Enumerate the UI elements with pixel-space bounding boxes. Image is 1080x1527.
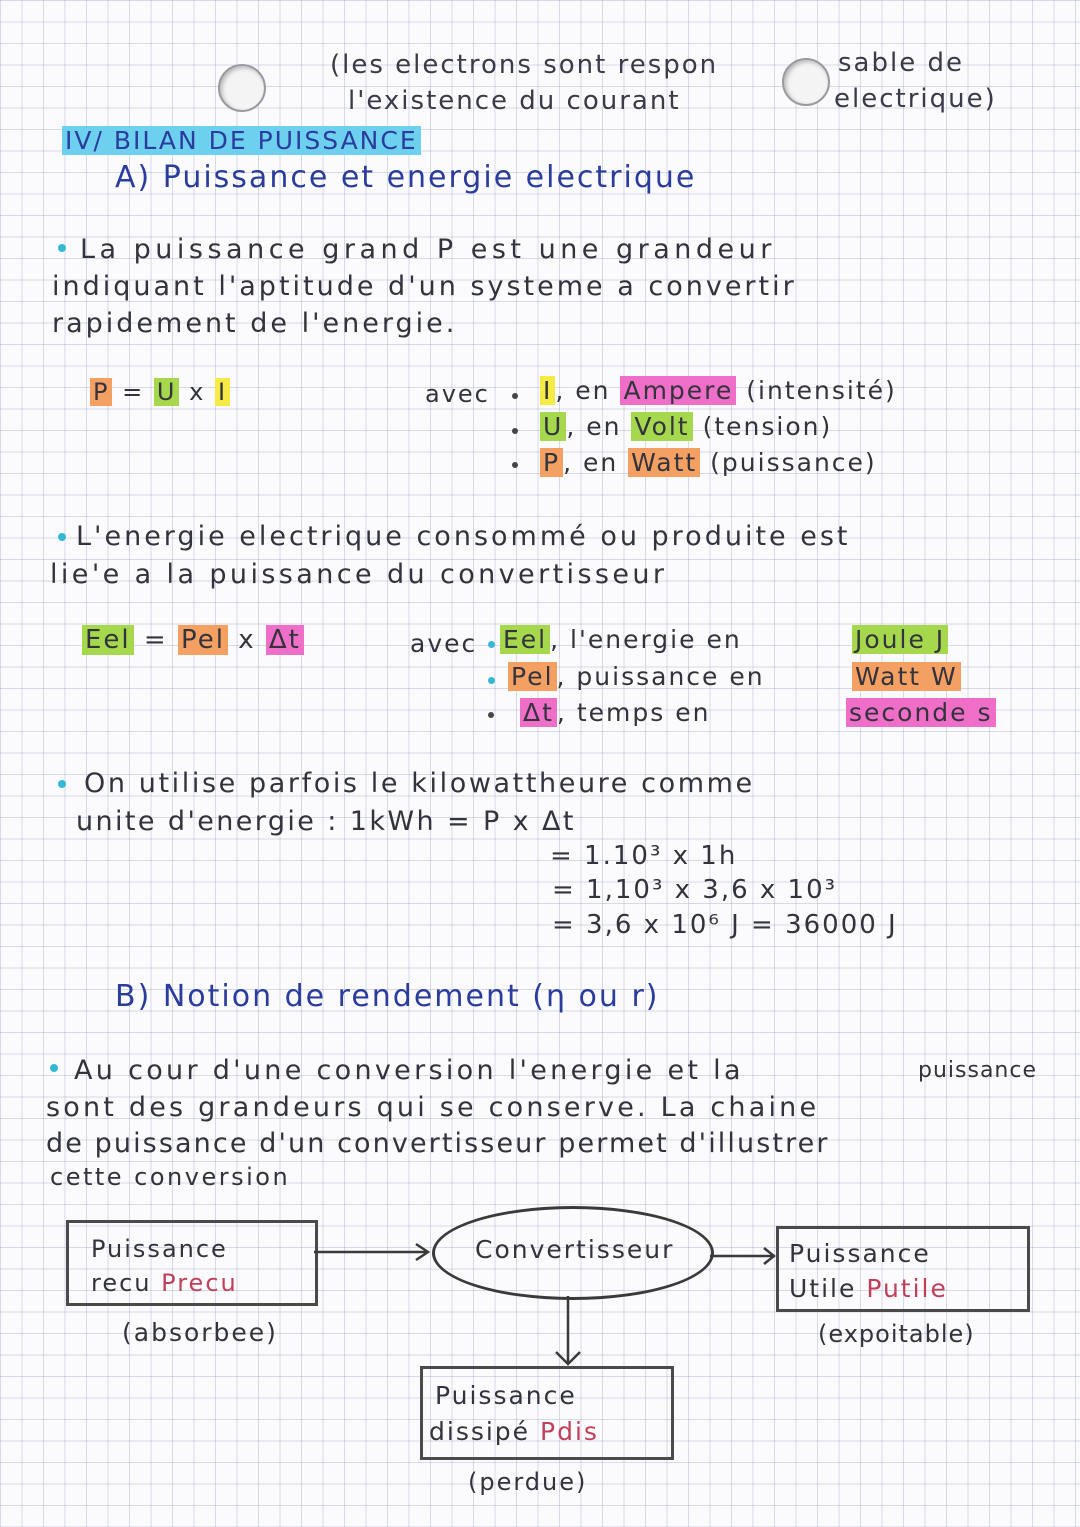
note-line2-a: l'existence du courant: [348, 86, 681, 116]
formula-p: P: [90, 378, 112, 406]
def-eel-unit: Joule J: [852, 625, 948, 654]
received-symbol: Precu: [161, 1269, 238, 1297]
dissipated-label1: Puissance: [435, 1381, 577, 1410]
useful-symbol: Putile: [866, 1274, 948, 1303]
note-line2-b: electrique): [834, 84, 997, 114]
dissipated-symbol: Pdis: [540, 1417, 599, 1446]
note-line1-a: (les electrons sont respon: [330, 50, 719, 80]
def-p-sym: P: [540, 448, 563, 477]
avec-label-1: avec: [425, 380, 490, 408]
formula-eq: =: [122, 378, 145, 406]
dissipated-note: (perdue): [468, 1468, 588, 1496]
def-energy: Eel , l'energie en: [500, 627, 742, 652]
kwh-line2: unite d'energie : 1kWh = P x Δt: [76, 806, 576, 837]
formula-times: x: [189, 378, 206, 406]
energy-text-line2: lie'e a la puissance du convertisseur: [50, 559, 668, 590]
def-i-sym: I: [540, 376, 555, 405]
def-u-sym: U: [540, 412, 566, 441]
conversion-line1-b: puissance: [918, 1058, 1037, 1083]
def-power2: Pel , puissance en: [508, 664, 765, 689]
def-time: Δt , temps en: [520, 700, 710, 725]
useful-label2: Utile: [789, 1274, 857, 1303]
def-i-en: en: [575, 376, 611, 405]
def-eel-text: l'energie en: [570, 625, 742, 654]
received-note: (absorbee): [122, 1318, 278, 1347]
def-intensity: I , en Ampere (intensité): [540, 378, 897, 403]
kwh-step2: = 1,10³ x 3,6 x 10³: [552, 875, 838, 905]
power-text-line2: indiquant l'aptitude d'un systeme a convertir: [52, 271, 797, 302]
def-i-desc: (intensité): [746, 376, 897, 405]
note-line1-b: sable de: [838, 48, 964, 78]
def-u-desc: (tension): [702, 412, 833, 441]
kwh-step3: = 3,6 x 10⁶ J = 36000 J: [552, 910, 898, 940]
section-title-text: IV/ BILAN DE PUISSANCE: [62, 126, 421, 155]
avec-label-2: avec: [410, 629, 478, 658]
conversion-line4: cette conversion: [50, 1163, 291, 1191]
def-i-unit: Ampere: [620, 376, 736, 405]
conversion-line2: sont des grandeurs qui se conserve. La chaine: [46, 1092, 820, 1123]
formula-i: I: [215, 378, 230, 406]
useful-note: (expoitable): [818, 1320, 975, 1348]
def-eel-sym: Eel: [500, 625, 550, 654]
def-tension: U , en Volt (tension): [540, 414, 832, 439]
power-text-line1: La puissance grand P est une grandeur: [80, 234, 776, 265]
conversion-line3: de puissance d'un convertisseur permet d'illustrer: [46, 1128, 830, 1159]
def-p-unit: Watt: [628, 448, 700, 477]
formula2-eq: =: [143, 625, 168, 655]
def-p-en: en: [582, 448, 619, 477]
def-pel-text: puissance en: [576, 662, 765, 691]
energy-text-line1: L'energie electrique consommé ou produite est: [76, 521, 851, 552]
kwh-step1: = 1.10³ x 1h: [550, 841, 738, 871]
received-label1: Puissance: [91, 1235, 228, 1263]
converter-label: Convertisseur: [475, 1235, 675, 1264]
conversion-line1: Au cour d'une conversion l'energie et la: [74, 1055, 744, 1086]
def-pel-unit: Watt W: [852, 662, 961, 691]
kwh-line1: On utilise parfois le kilowattheure comme: [84, 768, 755, 799]
received-label2: recu: [91, 1269, 152, 1297]
subsection-a-title: A) Puissance et energie electrique: [115, 160, 697, 195]
def-pel-sym: Pel: [508, 662, 557, 691]
def-dt-sym: Δt: [520, 698, 557, 727]
def-u-en: en: [586, 412, 622, 441]
dissipated-label2: dissipé: [429, 1417, 531, 1446]
formula-eel: Eel: [82, 625, 134, 655]
def-u-unit: Volt: [631, 412, 692, 441]
useful-label1: Puissance: [789, 1239, 931, 1268]
def-dt-text: temps en: [576, 698, 711, 727]
def-dt-unit: seconde s: [846, 698, 996, 727]
formula2-times: x: [238, 625, 256, 655]
formula-pel: Pel: [178, 625, 228, 655]
formula-dt: Δt: [266, 625, 304, 655]
formula-u: U: [154, 378, 180, 406]
power-text-line3: rapidement de l'energie.: [52, 308, 458, 339]
subsection-b-title: B) Notion de rendement (η ou r): [115, 979, 660, 1014]
def-puissance: P , en Watt (puissance): [540, 450, 877, 475]
def-p-desc: (puissance): [710, 448, 877, 477]
